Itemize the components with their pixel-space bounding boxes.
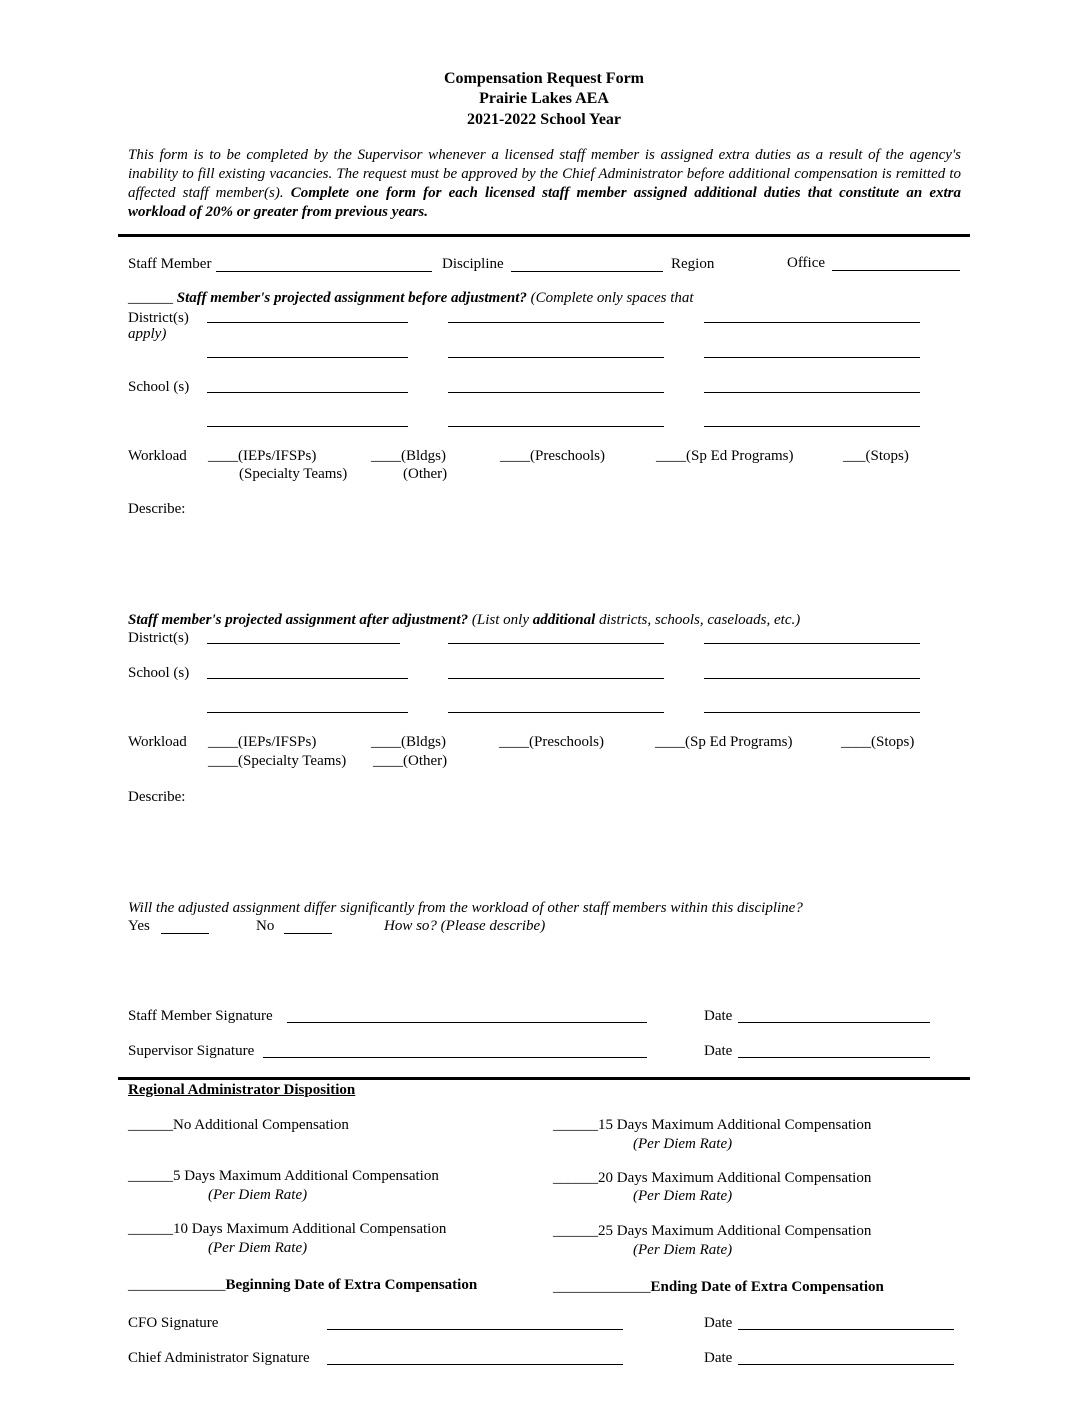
after-school-field-2[interactable] xyxy=(448,678,664,679)
after-districts-label: District(s) xyxy=(128,630,189,646)
form-title: Compensation Request Form xyxy=(444,70,644,87)
beginning-date-row xyxy=(128,1276,477,1294)
before-specialty-item[interactable]: (Specialty Teams) xyxy=(239,466,348,482)
before-district-field-4[interactable] xyxy=(207,357,408,358)
before-workload-label: Workload xyxy=(128,448,187,464)
after-district-field-2[interactable] xyxy=(448,643,664,644)
staff-signature-field[interactable] xyxy=(287,1022,647,1023)
before-school-field-3[interactable] xyxy=(704,392,920,393)
before-assignment-heading xyxy=(128,289,694,307)
after-school-field-1[interactable] xyxy=(207,678,408,679)
after-ieps-item[interactable]: ____(IEPs/IFSPs) xyxy=(208,734,317,750)
after-sped-item[interactable]: ____(Sp Ed Programs) xyxy=(655,734,793,750)
supervisor-date-label: Date xyxy=(704,1043,733,1059)
before-school-field-4[interactable] xyxy=(207,426,408,427)
staff-signature-label: Staff Member Signature xyxy=(128,1008,273,1024)
office-field[interactable] xyxy=(832,270,960,271)
option-10-days[interactable]: ______10 Days Maximum Additional Compensation xyxy=(128,1221,447,1237)
no-label: No xyxy=(256,918,275,934)
before-schools-label: School (s) xyxy=(128,379,190,395)
before-preschools-item[interactable]: ____(Preschools) xyxy=(500,448,605,464)
before-school-field-1[interactable] xyxy=(207,392,408,393)
disposition-divider xyxy=(118,1077,970,1080)
before-district-field-2[interactable] xyxy=(448,322,664,323)
yes-label: Yes xyxy=(128,918,150,934)
after-note-a: (List only xyxy=(471,612,529,628)
after-preschools-item[interactable]: ____(Preschools) xyxy=(499,734,604,750)
before-school-field-2[interactable] xyxy=(448,392,664,393)
option-20-days[interactable]: ______20 Days Maximum Additional Compensation xyxy=(553,1170,872,1186)
after-other-item[interactable]: ____(Other) xyxy=(373,753,448,769)
chief-signature-label: Chief Administrator Signature xyxy=(128,1350,310,1366)
cfo-date-field[interactable] xyxy=(738,1329,954,1330)
after-school-field-5[interactable] xyxy=(448,712,664,713)
before-heading-text: Staff member's projected assignment before adjustment? xyxy=(176,290,527,306)
option-5-days[interactable]: ______5 Days Maximum Additional Compensation xyxy=(128,1168,439,1184)
after-school-field-4[interactable] xyxy=(207,712,408,713)
supervisor-signature-label: Supervisor Signature xyxy=(128,1043,255,1059)
after-heading-text: Staff member's projected assignment after adjustment? xyxy=(128,612,469,628)
after-assignment-heading xyxy=(128,611,800,629)
discipline-field[interactable] xyxy=(511,271,663,272)
agency-name: Prairie Lakes AEA xyxy=(479,90,609,107)
option-no-compensation[interactable]: ______No Additional Compensation xyxy=(128,1117,349,1133)
before-districts-label: District(s) xyxy=(128,310,189,326)
staff-member-label: Staff Member xyxy=(128,256,212,272)
before-school-field-6[interactable] xyxy=(704,426,920,427)
after-workload-label: Workload xyxy=(128,734,187,750)
how-so-label: How so? (Please describe) xyxy=(384,918,546,934)
before-blank[interactable]: ______ xyxy=(128,290,173,306)
beginning-date-label: Beginning Date of Extra Compensation xyxy=(225,1277,478,1293)
after-district-field-3[interactable] xyxy=(704,643,920,644)
yes-field[interactable] xyxy=(161,933,209,934)
intro-paragraph xyxy=(128,146,961,222)
staff-date-field[interactable] xyxy=(738,1022,930,1023)
workload-question: Will the adjusted assignment differ significantly from the workload of other staff members within this discipline? xyxy=(128,900,803,916)
office-label: Office xyxy=(787,255,826,271)
before-ieps-item[interactable]: ____(IEPs/IFSPs) xyxy=(208,448,317,464)
discipline-label: Discipline xyxy=(442,256,504,272)
after-stops-item[interactable]: ____(Stops) xyxy=(841,734,915,750)
before-sped-item[interactable]: ____(Sp Ed Programs) xyxy=(656,448,794,464)
before-describe-label: Describe: xyxy=(128,501,186,517)
disposition-heading: Regional Administrator Disposition xyxy=(128,1082,356,1098)
before-note: (Complete only spaces that xyxy=(530,290,694,306)
before-district-field-6[interactable] xyxy=(704,357,920,358)
after-schools-label: School (s) xyxy=(128,665,190,681)
before-district-field-5[interactable] xyxy=(448,357,664,358)
chief-date-field[interactable] xyxy=(738,1364,954,1365)
staff-member-field[interactable] xyxy=(216,271,432,272)
school-year: 2021-2022 School Year xyxy=(466,111,622,128)
supervisor-date-field[interactable] xyxy=(738,1057,930,1058)
before-district-field-1[interactable] xyxy=(207,322,408,323)
per-diem-20: (Per Diem Rate) xyxy=(633,1188,733,1204)
after-note-c: districts, schools, caseloads, etc.) xyxy=(599,612,801,628)
option-25-days[interactable]: ______25 Days Maximum Additional Compensation xyxy=(553,1223,872,1239)
before-district-field-3[interactable] xyxy=(704,322,920,323)
per-diem-5: (Per Diem Rate) xyxy=(208,1187,308,1203)
cfo-signature-label: CFO Signature xyxy=(128,1315,219,1331)
after-describe-label: Describe: xyxy=(128,789,186,805)
after-specialty-item[interactable]: ____(Specialty Teams) xyxy=(208,753,347,769)
no-field[interactable] xyxy=(284,933,332,934)
before-bldgs-item[interactable]: ____(Bldgs) xyxy=(371,448,446,464)
per-diem-15: (Per Diem Rate) xyxy=(633,1136,733,1152)
before-other-item[interactable]: (Other) xyxy=(403,466,448,482)
before-note-continued: apply) xyxy=(128,326,167,342)
after-school-field-6[interactable] xyxy=(704,712,920,713)
intro-text: This form is to be completed by the Supervisor whenever a licensed staff member is assigned extra duties as a result of the agency's inability to fill existing vacancies. The request must be approved by the Chief Administrator before additional compensation is remitted to affected staff member(s). xyxy=(128,147,961,201)
ending-date-row xyxy=(553,1278,884,1296)
before-school-field-5[interactable] xyxy=(448,426,664,427)
cfo-date-label: Date xyxy=(704,1315,733,1331)
ending-date-label: Ending Date of Extra Compensation xyxy=(650,1279,884,1295)
chief-signature-field[interactable] xyxy=(327,1364,623,1365)
ending-date-field[interactable]: _____________ xyxy=(553,1279,651,1295)
per-diem-25: (Per Diem Rate) xyxy=(633,1242,733,1258)
after-district-field-1[interactable] xyxy=(207,643,400,644)
staff-date-label: Date xyxy=(704,1008,733,1024)
beginning-date-field[interactable]: _____________ xyxy=(128,1277,226,1293)
per-diem-10: (Per Diem Rate) xyxy=(208,1240,308,1256)
before-stops-item[interactable]: ___(Stops) xyxy=(843,448,909,464)
intro-instruction: Complete one form for each licensed staff member assigned additional duties that constitute an extra workload of 20% or greater from previous years. xyxy=(128,185,962,220)
section-divider xyxy=(118,234,970,237)
option-15-days[interactable]: ______15 Days Maximum Additional Compensation xyxy=(553,1117,872,1133)
region-label: Region xyxy=(671,256,715,272)
chief-date-label: Date xyxy=(704,1350,733,1366)
after-school-field-3[interactable] xyxy=(704,678,920,679)
after-note-b: additional xyxy=(532,612,596,628)
supervisor-signature-field[interactable] xyxy=(263,1057,647,1058)
after-bldgs-item[interactable]: ____(Bldgs) xyxy=(371,734,446,750)
cfo-signature-field[interactable] xyxy=(327,1329,623,1330)
